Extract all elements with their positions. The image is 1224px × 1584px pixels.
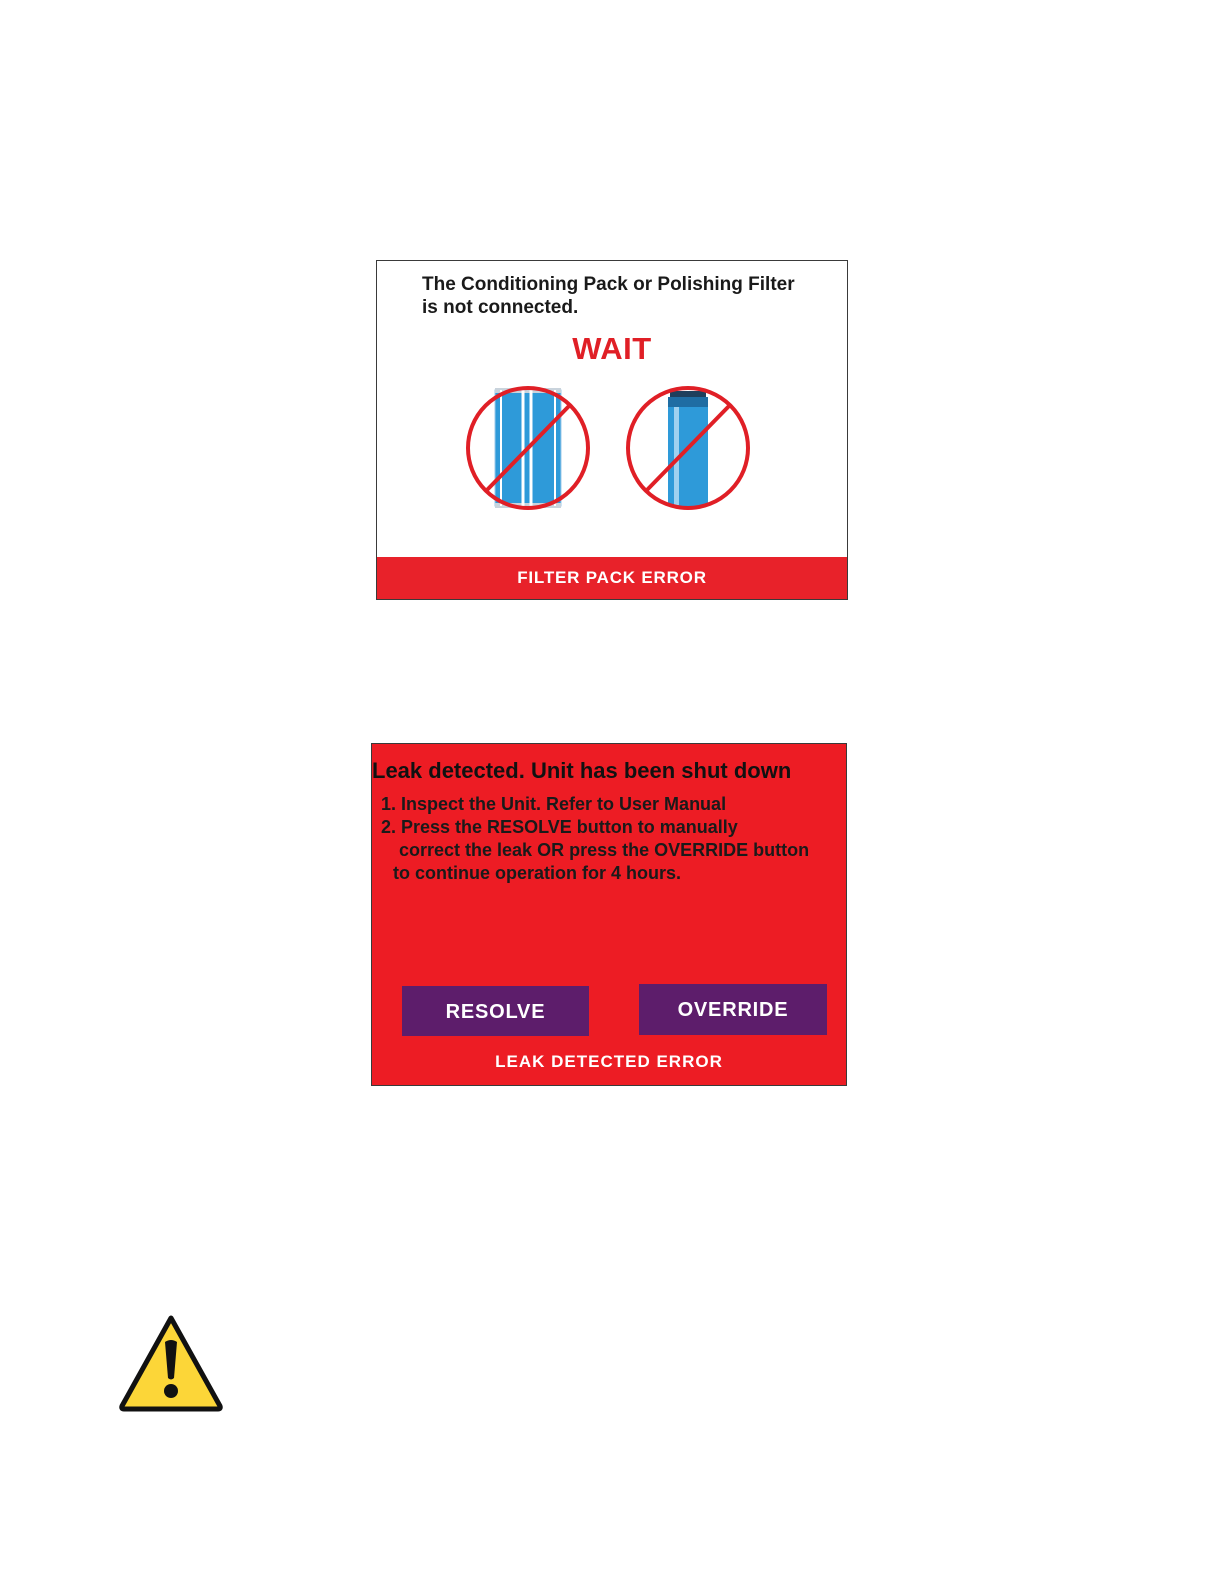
no-polishing-filter-icon (623, 385, 753, 511)
filter-error-message (422, 273, 832, 319)
filter-message-line-1: The Conditioning Pack or Polishing Filter (422, 274, 795, 295)
wait-label: WAIT (572, 331, 652, 366)
leak-instructions (381, 793, 809, 885)
leak-step-1: 1. Inspect the Unit. Refer to User Manual (381, 794, 727, 814)
filter-pack-error-screen (376, 260, 848, 600)
filter-icons-group (463, 385, 763, 511)
filter-status-bar: FILTER PACK ERROR (377, 557, 847, 599)
leak-detected-error-screen (371, 743, 847, 1086)
leak-step-2-line-1: 2. Press the RESOLVE button to manually (381, 817, 738, 837)
leak-status-bar: LEAK DETECTED ERROR (495, 1052, 723, 1071)
filter-message-line-2: is not connected. (422, 297, 579, 318)
override-button[interactable]: OVERRIDE (639, 984, 827, 1035)
warning-triangle-icon (118, 1314, 224, 1412)
leak-step-2-line-2: correct the leak OR press the OVERRIDE button (399, 840, 810, 860)
no-conditioning-pack-icon (463, 385, 593, 511)
leak-title: Leak detected. Unit has been shut down (372, 758, 792, 783)
resolve-button[interactable]: RESOLVE (402, 986, 589, 1036)
leak-step-2-line-3: to continue operation for 4 hours. (393, 863, 681, 883)
